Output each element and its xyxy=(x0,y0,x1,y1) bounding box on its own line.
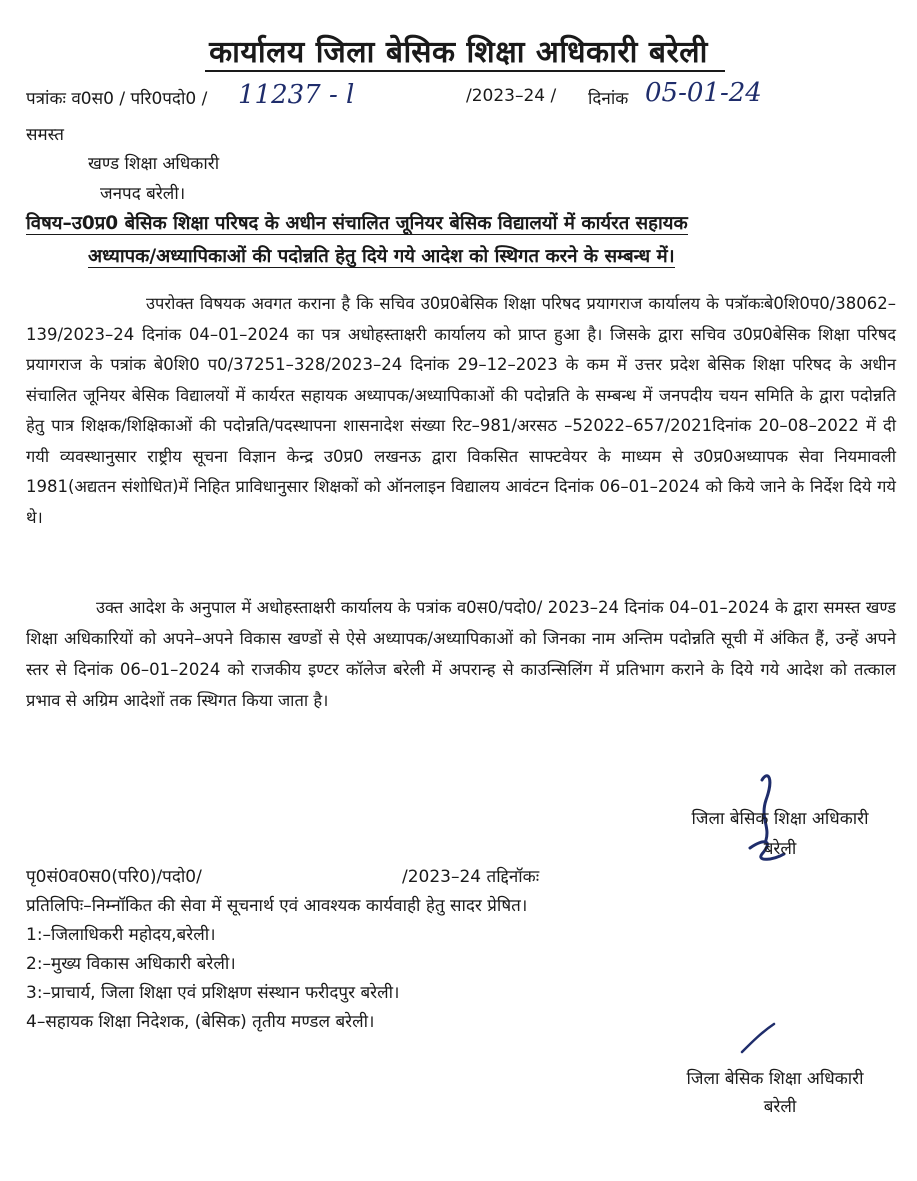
copy-intro: प्रतिलिपिः–निम्नॉकित की सेवा में सूचनार्थ एवं आवश्यक कार्यवाही हेतु सादर प्रेषित। xyxy=(26,896,528,916)
addressee-officer: खण्ड शिक्षा अधिकारी xyxy=(88,154,220,174)
addressee-to: समस्त xyxy=(26,125,64,145)
signature-designation: जिला बेसिक शिक्षा अधिकारी xyxy=(686,1069,864,1089)
pen-tick-mark xyxy=(738,1018,778,1058)
subject-line-2: अध्यापक/अध्यापिकाओं की पदोन्नति हेतु दिये गये आदेश को स्थिगत करने के सम्बन्ध में। xyxy=(88,246,675,267)
copy-list-item: 3:–प्राचार्य, जिला शिक्षा एवं प्रशिक्षण संस्थान फरीदपुर बरेली। xyxy=(26,983,400,1003)
page-title: कार्यालय जिला बेसिक शिक्षा अधिकारी बरेली xyxy=(209,35,708,70)
body-paragraph-2: उक्त आदेश के अनुपाल में अधोहस्ताक्षरी कार्यालय के पत्रांक व0स0/पदो0/ 2023–24 दिनांक 04–01–2024 के द्वारा समस्त खण्ड शिक्षा अधिकारियों को अपने–अपने विकास खण्डों से ऐसे अध्यापक/अध्यापिकाओं को जिनका नाम अन्तिम पदोन्नति सूची में अंकित हैं, उन्हें अपने स्तर से दिनांक 06–01–2024 को राजकीय इण्टर कॉलेज बरेली में अपरान्ह से काउन्सिलिंग में प्रतिभाग कराने के दिये गये आदेश को तत्काल प्रभाव से अग्रिम आदेशों तक स्थिगत किया जाता है। xyxy=(26,598,896,710)
title-underline xyxy=(205,70,725,72)
copy-list-item: 2:–मुख्य विकास अधिकारी बरेली। xyxy=(26,954,236,974)
signature-place: बरेली xyxy=(763,1097,797,1117)
date-label: दिनांक xyxy=(588,89,629,109)
addressee-district: जनपद बरेली। xyxy=(100,184,186,204)
signature-designation: जिला बेसिक शिक्षा अधिकारी xyxy=(691,809,869,829)
copy-reference-year: /2023–24 तद्दिनॉकः xyxy=(402,867,540,887)
copy-reference-prefix: पृ0सं0व0स0(परि0)/पदो0/ xyxy=(26,867,202,887)
handwritten-date: 05-01-24 xyxy=(645,78,762,108)
handwritten-letter-number: 11237 - l xyxy=(238,80,355,110)
subject xyxy=(26,207,896,273)
subject-line-1: विषय–उ0प्र0 बेसिक शिक्षा परिषद के अधीन संचालित जूनियर बेसिक विद्यालयों में कार्यरत सहायक xyxy=(26,213,688,234)
copy-list-item: 4–सहायक शिक्षा निदेशक, (बेसिक) तृतीय मण्डल बरेली। xyxy=(26,1012,375,1032)
signature-place: बरेली xyxy=(763,839,797,859)
copy-list-item: 1:–जिलाधिकरी महोदय,बरेली। xyxy=(26,925,216,945)
body-paragraph-1: उपरोक्त विषयक अवगत कराना है कि सचिव उ0प्र0बेसिक शिक्षा परिषद प्रयागराज कार्यालय के पत्रॉकःबे0शि0प0/38062–139/2023–24 दिनांक 04–01–2024 का पत्र अधोहस्ताक्षरी कार्यालय को प्राप्त हुआ है। जिसके द्वारा सचिव उ0प्र0बेसिक शिक्षा परिषद प्रयागराज के पत्रांक बे0शि0 प0/37251–328/2023–24 दिनांक 29–12–2023 के कम में उत्तर प्रदेश बेसिक शिक्षा परिषद के अधीन संचालित जूनियर बेसिक विद्यालयों में कार्यरत सहायक अध्यापक/अध्यापिकाओं की पदोन्नति के सम्बन्ध में जनपदीय चयन समिति के द्वारा पदोन्नति हेतु पात्र शिक्षक/शिक्षिकाओं की पदोन्नति/पदस्थापना शासनादेश संख्या रिट–981/अरसठ –52022–657/2021दिनांक 20–08–2022 में दी गयी व्यवस्थानुसार राष्ट्रीय सूचना विज्ञान केन्द्र उ0प्र0 लखनऊ द्वारा विकसित साफ्टवेयर के माध्यम से उ0प्र0अध्यापक सेवा नियमावली 1981(अद्यतन संशोधित)में निहित प्राविधानुसार शिक्षकों को ऑनलाइन विद्यालय आवंटन दिनांक 06–01–2024 को किये जाने के निर्देश दिये गये थे। xyxy=(26,294,896,527)
reference-year: /2023–24 / xyxy=(466,86,557,106)
reference-prefix: पत्रांकः व0स0 / परि0पदो0 / xyxy=(26,89,208,109)
